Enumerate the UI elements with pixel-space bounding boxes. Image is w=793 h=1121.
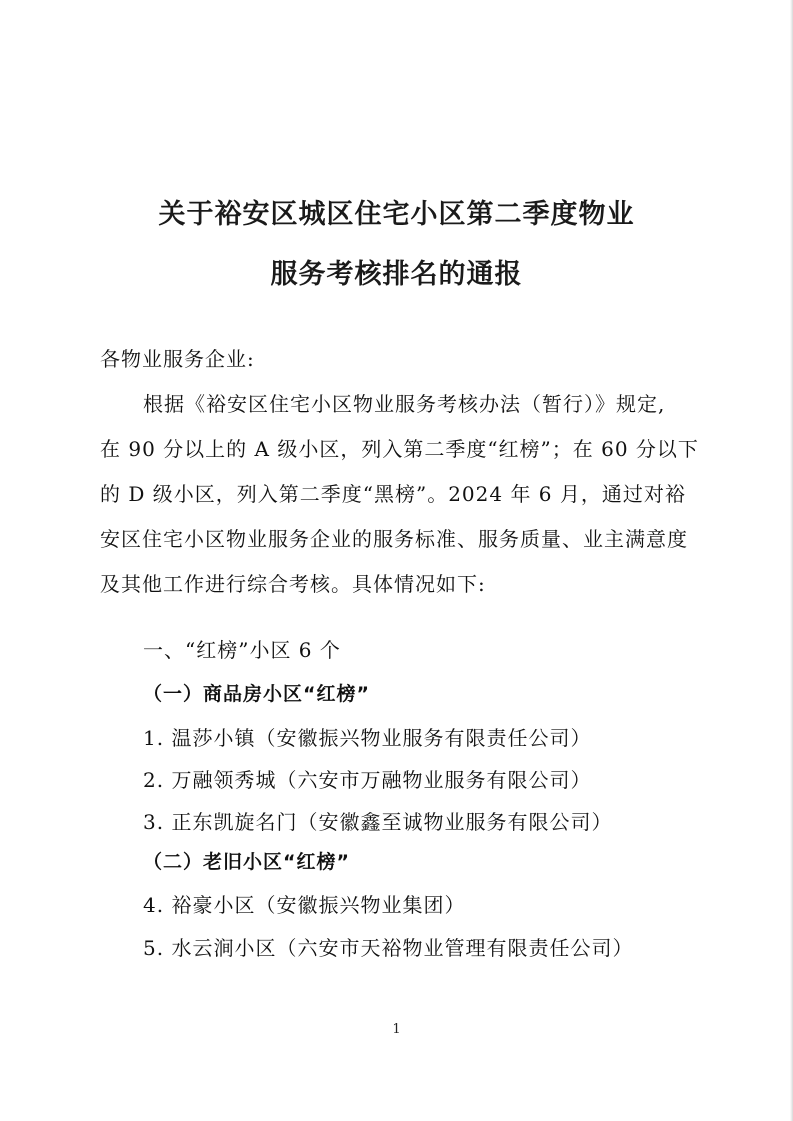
document-title-line2: 服务考核排名的通报: [270, 259, 523, 290]
body-line: 的 D 级小区，列入第二季度“黑榜”。2024 年 6 月，通过对裕: [100, 482, 686, 506]
body-line: 及其他工作进行综合考核。具体情况如下:: [100, 572, 486, 596]
body-line: 根据《裕安区住宅小区物业服务考核办法（暂行）》规定,: [143, 392, 666, 416]
subsection-heading: （一）商品房小区“红榜”: [143, 683, 370, 705]
body-line: 安区住宅小区物业服务企业的服务标准、服务质量、业主满意度: [100, 527, 688, 551]
list-item: 1. 温莎小镇（安徽振兴物业服务有限责任公司）: [143, 726, 592, 750]
salutation: 各物业服务企业:: [100, 347, 255, 371]
subsection-heading: （二）老旧小区“红榜”: [143, 851, 350, 873]
list-item: 3. 正东凯旋名门（安徽鑫至诚物业服务有限公司）: [143, 810, 613, 834]
document-title-line1: 关于裕安区城区住宅小区第二季度物业: [158, 199, 635, 230]
list-item: 4. 裕豪小区（安徽振兴物业集团）: [143, 893, 466, 917]
list-item: 2. 万融领秀城（六安市万融物业服务有限公司）: [143, 768, 592, 792]
body-line: 在 90 分以上的 A 级小区，列入第二季度“红榜”；在 60 分以下: [100, 437, 699, 461]
list-item: 5. 水云涧小区（六安市天裕物业管理有限责任公司）: [143, 936, 634, 960]
section-heading: 一、“红榜”小区 6 个: [143, 638, 341, 662]
page-number: 1: [392, 1022, 401, 1037]
